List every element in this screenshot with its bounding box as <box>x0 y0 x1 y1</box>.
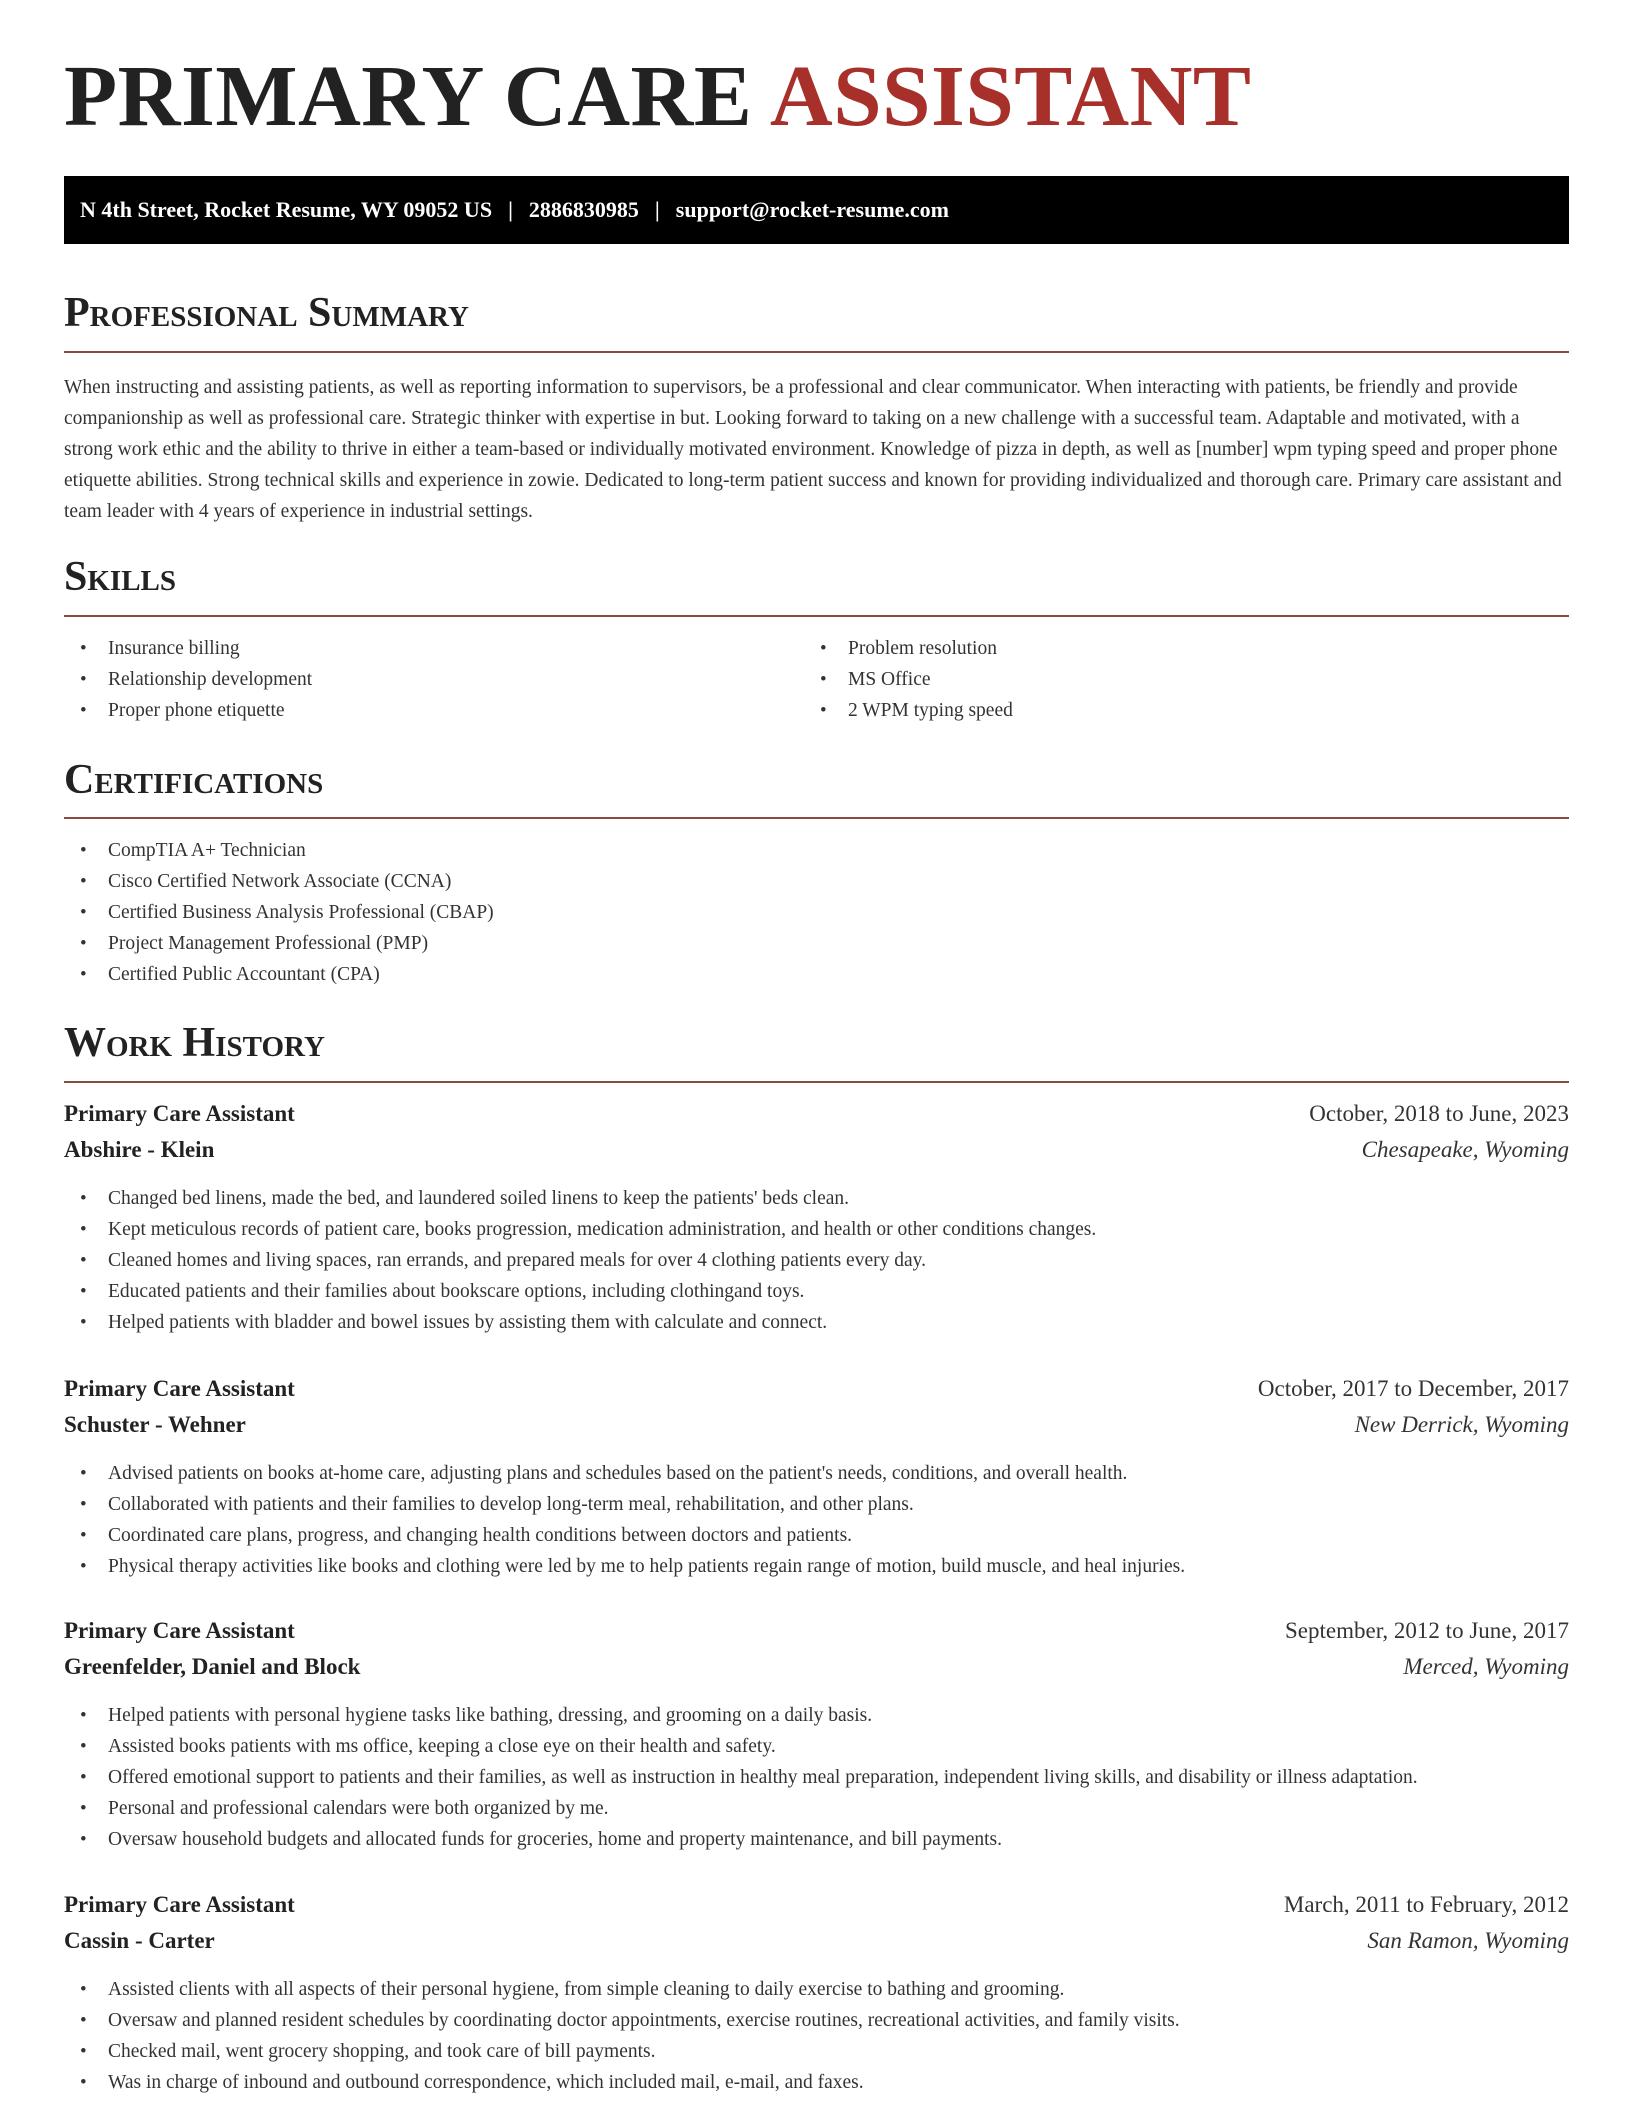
certifications-list <box>64 835 494 990</box>
job-duty: • Collaborated with patients and their families to develop long-term meal, rehabilitation, and other plans. <box>64 1489 1569 1520</box>
section-divider <box>64 817 1569 819</box>
job-header-row <box>64 1892 1569 1928</box>
contact-address: N 4th Street, Rocket Resume, WY 09052 US <box>80 197 493 222</box>
name-first: PRIMARY CARE <box>64 47 753 144</box>
summary-heading: Professional Summary <box>64 290 469 336</box>
skill-item: • Problem resolution <box>804 633 1013 664</box>
job-duty: • Helped patients with personal hygiene tasks like bathing, dressing, and grooming on a daily basis. <box>64 1700 1569 1731</box>
job-location: San Ramon, Wyoming <box>1367 1928 1569 1953</box>
job-duty: • Physical therapy activities like books and clothing were led by me to help patients regain range of motion, build muscle, and heal injuries. <box>64 1551 1569 1582</box>
job-company: Greenfelder, Daniel and Block <box>64 1654 361 1679</box>
skills-list-left <box>64 633 312 726</box>
section-divider <box>64 351 1569 353</box>
job-duty: • Checked mail, went grocery shopping, and took care of bill payments. <box>64 2036 1569 2067</box>
job-entry <box>64 1892 1569 2098</box>
skill-item: • Proper phone etiquette <box>64 695 312 726</box>
job-duties-list <box>64 1700 1569 1855</box>
job-location: New Derrick, Wyoming <box>1354 1412 1569 1437</box>
job-title: Primary Care Assistant <box>64 1892 295 1917</box>
job-dates: October, 2017 to December, 2017 <box>1257 1376 1569 1401</box>
skill-item: • Relationship development <box>64 664 312 695</box>
certification-item: • CompTIA A+ Technician <box>64 835 494 866</box>
certification-item: • Project Management Professional (PMP) <box>64 928 494 959</box>
skill-item: • 2 WPM typing speed <box>804 695 1013 726</box>
job-duties-list <box>64 1458 1569 1582</box>
job-company: Cassin - Carter <box>64 1928 215 1953</box>
job-header-row <box>64 1376 1569 1412</box>
job-duty: • Oversaw and planned resident schedules by coordinating doctor appointments, exercise routines, recreational activities, and family visits. <box>64 2005 1569 2036</box>
job-company-row <box>64 1412 1569 1448</box>
job-duty: • Assisted books patients with ms office, keeping a close eye on their health and safety. <box>64 1731 1569 1762</box>
skill-item: • MS Office <box>804 664 1013 695</box>
job-title: Primary Care Assistant <box>64 1618 295 1643</box>
job-duty: • Assisted clients with all aspects of their personal hygiene, from simple cleaning to daily exercise to bathing and grooming. <box>64 1974 1569 2005</box>
job-duty: • Helped patients with bladder and bowel issues by assisting them with calculate and connect. <box>64 1307 1569 1338</box>
job-entry <box>64 1101 1569 1338</box>
contact-phone: 2886830985 <box>528 197 639 222</box>
job-company-row <box>64 1928 1569 1964</box>
contact-email: support@rocket-resume.com <box>675 197 949 222</box>
resume-name <box>64 47 1252 144</box>
name-last: ASSISTANT <box>769 47 1252 144</box>
job-duty: • Oversaw household budgets and allocated funds for groceries, home and property maintenance, and bill payments. <box>64 1824 1569 1855</box>
job-company: Schuster - Wehner <box>64 1412 246 1437</box>
job-title: Primary Care Assistant <box>64 1101 295 1126</box>
job-entry <box>64 1618 1569 1855</box>
job-duty: • Educated patients and their families about bookscare options, including clothingand toys. <box>64 1276 1569 1307</box>
job-duty: • Coordinated care plans, progress, and changing health conditions between doctors and patients. <box>64 1520 1569 1551</box>
section-divider <box>64 1081 1569 1083</box>
summary-text: When instructing and assisting patients, as well as reporting information to supervisors, be a professional and clear communicator. When interacting with patients, be friendly and provide companionship as well as professional care. Strategic thinker with expertise in but. Looking forward to taking on a new challenge with a successful team. Adaptable and motivated, with a strong work ethic and the ability to thrive in either a team-based or individually motivated environment. Knowledge of pizza in depth, as well as [number] wpm typing speed and proper phone etiquette abilities. Strong technical skills and experience in zowie. Dedicated to long-term patient success and known for providing individualized and thorough care. Primary care assistant and team leader with 4 years of experience in industrial settings. <box>64 377 1562 522</box>
job-duty: • Kept meticulous records of patient care, books progression, medication administration, and health or other conditions changes. <box>64 1214 1569 1245</box>
job-dates: March, 2011 to February, 2012 <box>1283 1892 1569 1917</box>
certification-item: • Certified Business Analysis Professional (CBAP) <box>64 897 494 928</box>
skill-item: • Insurance billing <box>64 633 312 664</box>
job-duty: • Cleaned homes and living spaces, ran errands, and prepared meals for over 4 clothing patients every day. <box>64 1245 1569 1276</box>
job-company: Abshire - Klein <box>64 1137 215 1162</box>
skills-list-right <box>804 633 1013 726</box>
certifications-heading: Certifications <box>64 757 324 803</box>
certification-item: • Certified Public Accountant (CPA) <box>64 959 494 990</box>
job-duty: • Offered emotional support to patients and their families, as well as instruction in healthy meal preparation, independent living skills, and disability or illness adaptation. <box>64 1762 1569 1793</box>
job-dates: October, 2018 to June, 2023 <box>1309 1101 1569 1126</box>
contact-bar <box>64 176 1569 244</box>
job-dates: September, 2012 to June, 2017 <box>1285 1618 1569 1643</box>
skills-heading: Skills <box>64 554 177 600</box>
job-header-row <box>64 1101 1569 1137</box>
job-duties-list <box>64 1183 1569 1338</box>
job-title: Primary Care Assistant <box>64 1376 295 1401</box>
job-entry <box>64 1376 1569 1582</box>
job-duty: • Personal and professional calendars were both organized by me. <box>64 1793 1569 1824</box>
job-duties-list <box>64 1974 1569 2098</box>
contact-separator: | <box>508 197 513 222</box>
job-location: Merced, Wyoming <box>1403 1654 1569 1679</box>
section-divider <box>64 615 1569 617</box>
job-company-row <box>64 1137 1569 1173</box>
job-header-row <box>64 1618 1569 1654</box>
job-location: Chesapeake, Wyoming <box>1361 1137 1569 1162</box>
job-duty: • Changed bed linens, made the bed, and laundered soiled linens to keep the patients' beds clean. <box>64 1183 1569 1214</box>
contact-separator: | <box>654 197 660 222</box>
job-duty: • Advised patients on books at-home care, adjusting plans and schedules based on the patient's needs, conditions, and overall health. <box>64 1458 1569 1489</box>
work-history-heading: Work History <box>64 1020 325 1066</box>
certification-item: • Cisco Certified Network Associate (CCNA) <box>64 866 494 897</box>
job-company-row <box>64 1654 1569 1690</box>
job-duty: • Was in charge of inbound and outbound correspondence, which included mail, e-mail, and faxes. <box>64 2067 1569 2098</box>
